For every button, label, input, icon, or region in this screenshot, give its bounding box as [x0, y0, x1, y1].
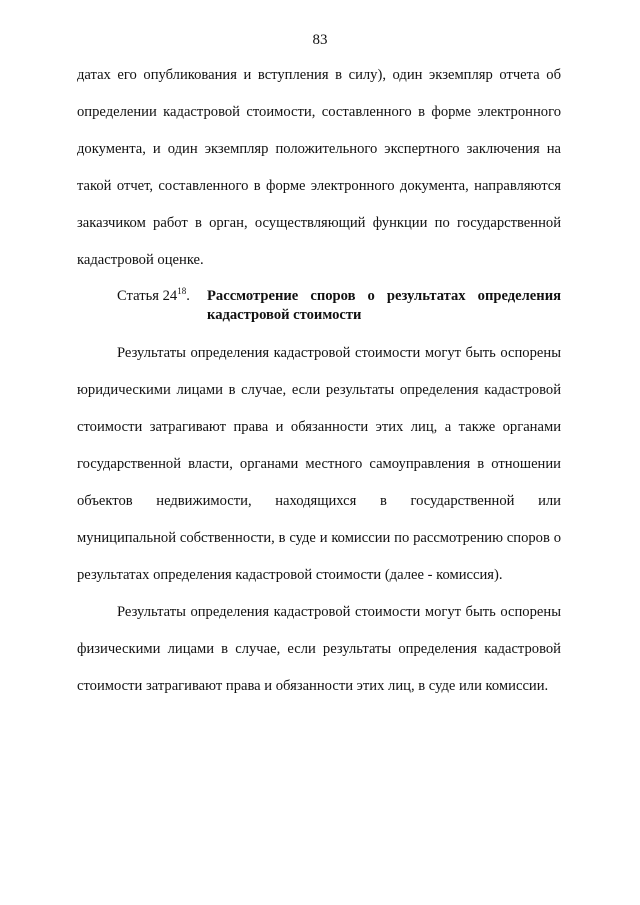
article-number [77, 287, 207, 325]
paragraph-individuals: Результаты определения кадастровой стоимости могут быть оспорены физическими лицами в случае, если результаты определения кадастровой стоимости затрагивают права и обязанности этих лиц, в суде или комиссии. [77, 604, 561, 694]
page-number: 83 [312, 32, 328, 48]
article-heading [77, 287, 561, 325]
document-body [77, 57, 561, 705]
paragraph-legal-entities: Результаты определения кадастровой стоимости могут быть оспорены юридическими лицами в случае, если результаты определения кадастровой стоимости затрагивают права и обязанности этих лиц, а также органами государственной власти, органами местного самоуправления в отношении объектов недвижимости, находящихся в государственной или муниципальной собственности, в суде и комиссии по рассмотрению споров о результатах определения кадастровой стоимости (далее - комиссия). [77, 345, 561, 583]
paragraph-continuation: датах его опубликования и вступления в силу), один экземпляр отчета об определении кадастровой стоимости, составленного в форме электронного документа, и один экземпляр положительного экспертного заключения на такой отчет, составленного в форме электронного документа, направляются заказчиком работ в орган, осуществляющий функции по государственной кадастровой оценке. [77, 67, 561, 268]
article-label-text: Статья 24 [117, 288, 178, 304]
article-label-suffix: . [186, 288, 190, 304]
article-title: Рассмотрение споров о результатах определения кадастровой стоимости [207, 288, 561, 323]
article-superscript: 18 [177, 286, 187, 297]
